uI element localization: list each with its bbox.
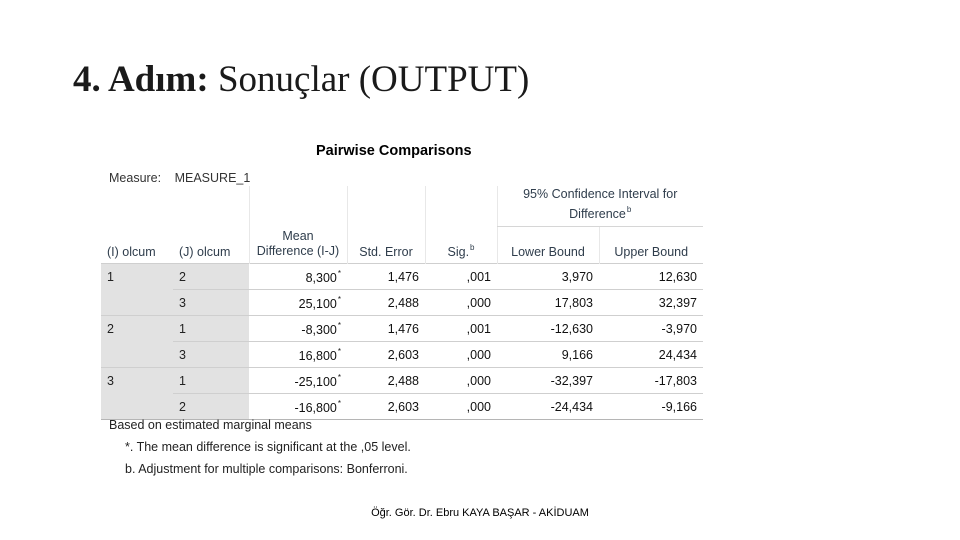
cell-sig: ,000 xyxy=(425,342,497,368)
header-sig-sup: b xyxy=(470,243,475,252)
significance-mark: * xyxy=(337,320,341,330)
cell-lower-bound: -32,397 xyxy=(497,368,599,394)
measure-value: MEASURE_1 xyxy=(174,171,251,185)
measure-label: Measure: xyxy=(109,171,162,185)
cell-mean-difference xyxy=(249,316,347,342)
table-row xyxy=(101,316,703,342)
header-confidence-interval xyxy=(497,186,703,227)
cell-upper-bound: 12,630 xyxy=(599,264,703,290)
header-upper-bound: Upper Bound xyxy=(599,227,703,264)
table-notes xyxy=(109,414,411,480)
cell-j: 2 xyxy=(173,264,249,290)
cell-j: 2 xyxy=(173,394,249,420)
measure-line xyxy=(109,171,250,185)
cell-i xyxy=(101,342,173,368)
cell-i xyxy=(101,290,173,316)
cell-j: 3 xyxy=(173,342,249,368)
significance-mark: * xyxy=(337,294,341,304)
header-ci-label: 95% Confidence Interval for Difference xyxy=(523,187,678,221)
mean-value: 8,300 xyxy=(305,270,337,285)
note-adjustment: b. Adjustment for multiple comparisons: Bonferroni. xyxy=(125,462,408,476)
cell-sig: ,000 xyxy=(425,290,497,316)
slide-title-step: 4. Adım: xyxy=(73,59,209,100)
cell-std-error: 1,476 xyxy=(347,264,425,290)
cell-i: 2 xyxy=(101,316,173,342)
cell-sig: ,001 xyxy=(425,264,497,290)
table-row xyxy=(101,290,703,316)
cell-lower-bound: 17,803 xyxy=(497,290,599,316)
cell-sig: ,001 xyxy=(425,316,497,342)
mean-value: -8,300 xyxy=(301,322,337,337)
note-significance: *. The mean difference is significant at the ,05 level. xyxy=(125,440,411,454)
cell-i: 1 xyxy=(101,264,173,290)
significance-mark: * xyxy=(337,346,341,356)
cell-j: 1 xyxy=(173,316,249,342)
header-lower-bound: Lower Bound xyxy=(497,227,599,264)
cell-mean-difference xyxy=(249,368,347,394)
significance-mark: * xyxy=(337,268,341,278)
cell-lower-bound: -12,630 xyxy=(497,316,599,342)
cell-upper-bound: -9,166 xyxy=(599,394,703,420)
cell-std-error: 2,603 xyxy=(347,394,425,420)
cell-lower-bound: 9,166 xyxy=(497,342,599,368)
header-sig xyxy=(425,186,497,264)
table-row xyxy=(101,342,703,368)
cell-std-error: 2,488 xyxy=(347,290,425,316)
mean-value: 16,800 xyxy=(298,348,337,363)
header-sig-label: Sig. xyxy=(447,245,470,259)
cell-lower-bound: -24,434 xyxy=(497,394,599,420)
mean-value: -25,100 xyxy=(294,374,337,389)
cell-j: 3 xyxy=(173,290,249,316)
header-mean-difference: Mean Difference (I-J) xyxy=(249,186,347,264)
cell-mean-difference xyxy=(249,290,347,316)
cell-j: 1 xyxy=(173,368,249,394)
cell-upper-bound: 24,434 xyxy=(599,342,703,368)
cell-std-error: 2,603 xyxy=(347,342,425,368)
table-body xyxy=(101,264,703,420)
cell-upper-bound: 32,397 xyxy=(599,290,703,316)
cell-sig: ,000 xyxy=(425,394,497,420)
cell-mean-difference xyxy=(249,342,347,368)
header-j-olcum: (J) olcum xyxy=(179,245,231,259)
cell-std-error: 2,488 xyxy=(347,368,425,394)
note-based-on: Based on estimated marginal means xyxy=(109,418,312,432)
cell-i: 3 xyxy=(101,368,173,394)
table-row xyxy=(101,368,703,394)
significance-mark: * xyxy=(337,398,341,408)
slide-footer: Öğr. Gör. Dr. Ebru KAYA BAŞAR - AKİDUAM xyxy=(371,507,589,519)
cell-sig: ,000 xyxy=(425,368,497,394)
cell-lower-bound: 3,970 xyxy=(497,264,599,290)
cell-mean-difference xyxy=(249,264,347,290)
header-i-olcum: (I) olcum xyxy=(107,245,156,259)
mean-value: -16,800 xyxy=(294,400,337,415)
pairwise-comparisons-table xyxy=(101,186,703,420)
mean-value: 25,100 xyxy=(298,296,337,311)
cell-upper-bound: -17,803 xyxy=(599,368,703,394)
header-std-error: Std. Error xyxy=(347,186,425,264)
slide-title xyxy=(73,60,529,101)
slide-title-text: Sonuçlar (OUTPUT) xyxy=(217,59,530,100)
significance-mark: * xyxy=(337,372,341,382)
cell-upper-bound: -3,970 xyxy=(599,316,703,342)
cell-std-error: 1,476 xyxy=(347,316,425,342)
header-ci-sup: b xyxy=(626,205,632,214)
table-row xyxy=(101,264,703,290)
table-title: Pairwise Comparisons xyxy=(316,143,472,159)
